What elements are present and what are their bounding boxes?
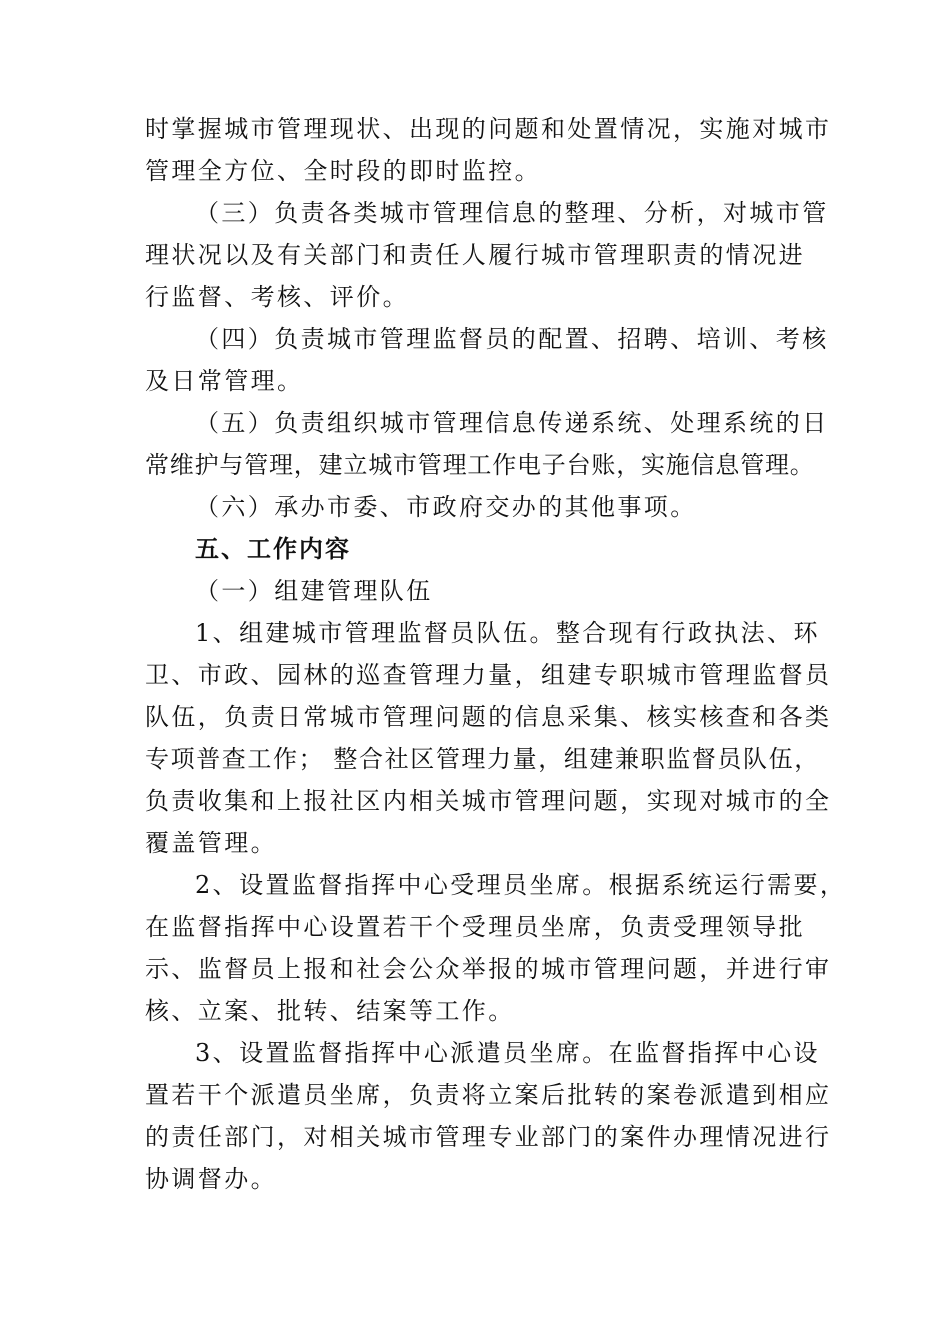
text-line: 时掌握城市管理现状、出现的问题和处置情况，实施对城市	[145, 115, 832, 143]
text-line: 在监督指挥中心设置若干个受理员坐席，负责受理领导批	[145, 913, 805, 941]
paragraph-start-line: 3、设置监督指挥中心派遣员坐席。在监督指挥中心设	[195, 1039, 820, 1067]
paragraph-start-line: 1、组建城市管理监督员队伍。整合现有行政执法、环	[195, 619, 820, 647]
paragraph-start-line: （三）负责各类城市管理信息的整理、分析，对城市管	[195, 199, 829, 227]
section-heading: 五、工作内容	[195, 534, 351, 563]
text-line: 置若干个派遣员坐席，负责将立案后批转的案卷派遣到相应	[145, 1081, 832, 1109]
text-line: 队伍，负责日常城市管理问题的信息采集、核实核查和各类	[145, 703, 832, 731]
text-line: 及日常管理。	[145, 367, 304, 395]
text-line: 覆盖管理。	[145, 829, 277, 857]
paragraph-start-line: （四）负责城市管理监督员的配置、招聘、培训、考核	[195, 325, 829, 353]
text-line: 专项普查工作； 整合社区管理力量，组建兼职监督员队伍，	[145, 745, 820, 773]
text-line: 协调督办。	[145, 1165, 277, 1193]
text-line: 卫、市政、园林的巡查管理力量，组建专职城市管理监督员	[145, 661, 832, 689]
text-line: 核、立案、批转、结案等工作。	[145, 997, 515, 1025]
text-line: 管理全方位、全时段的即时监控。	[145, 157, 541, 185]
paragraph-start-line: 2、设置监督指挥中心受理员坐席。根据系统运行需要，	[195, 871, 847, 899]
paragraph-start-line: （六）承办市委、市政府交办的其他事项。	[195, 493, 697, 521]
text-line: 行监督、考核、评价。	[145, 283, 409, 311]
subsection-heading: （一）组建管理队伍	[195, 577, 433, 605]
paragraph-start-line: （五）负责组织城市管理信息传递系统、处理系统的日	[195, 409, 829, 437]
text-line: 的责任部门，对相关城市管理专业部门的案件办理情况进行	[145, 1123, 832, 1151]
text-line: 负责收集和上报社区内相关城市管理问题，实现对城市的全	[145, 787, 832, 815]
text-line: 示、监督员上报和社会公众举报的城市管理问题，并进行审	[145, 955, 832, 983]
text-line: 常维护与管理，建立城市管理工作电子台账，实施信息管理。	[145, 451, 815, 479]
document-body	[145, 108, 847, 1200]
text-line: 理状况以及有关部门和责任人履行城市管理职责的情况进	[145, 241, 805, 269]
